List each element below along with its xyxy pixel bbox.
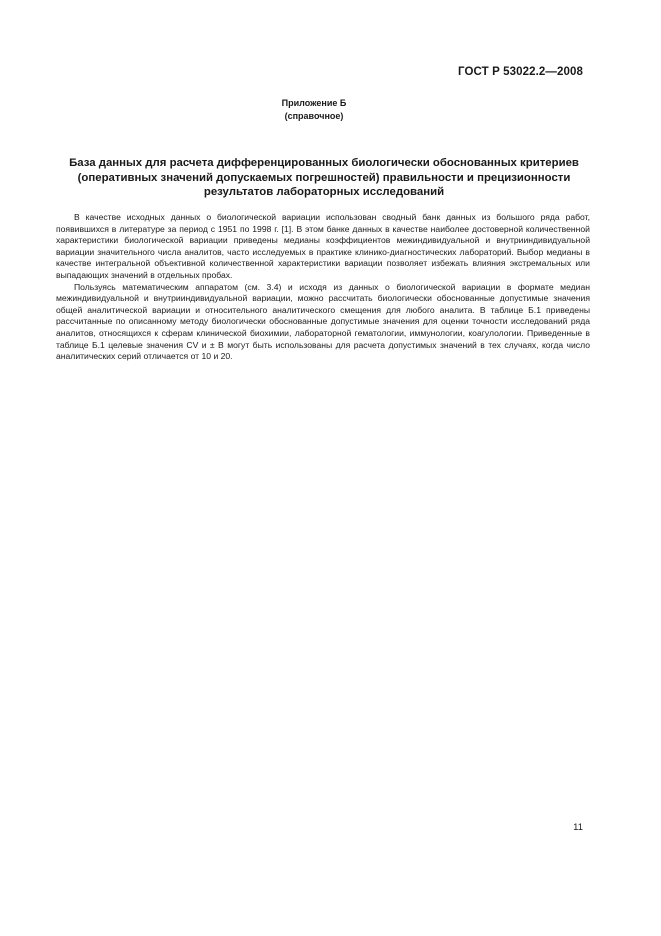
body-paragraph-1: В качестве исходных данных о биологической вариации использован сводный банк данных из большого ряда работ, появившихся в литературе за период с 1951 по 1998 г. [1]. В этом банке данных в качестве наиболее достоверной количественной характеристики биологической вариации приведены медианы коэффициентов межиндивидуальной и внутрииндивидуальной вариации значительного числа аналитов, часто исследуемых в практике клинико-диагностических лабораторий. Выбор медианы в качестве интегральной объективной количественной характеристики вариации позволяет избежать влияния экстремальных или выпадающих значений в отдельных пробах. <box>56 212 590 280</box>
body-paragraph-2: Пользуясь математическим аппаратом (см. 3.4) и исходя из данных о биологической вариации в формате медиан межиндивидуальной и внутрииндивидуальной вариации, можно рассчитать биологически обоснованные допустимые значения общей аналитической вариации и относительного аналитического смещения для любого аналита. В таблице Б.1 приведены рассчитанные по описанному методу биологически обоснованные допустимые значения для оценки точности исследований ряда аналитов, относящихся к сферам клинической биохимии, лабораторной гематологии, иммунологии, коагулологии. Приведенные в таблице Б.1 целевые значения CV и ± B могут быть использованы для расчета допустимых значений в тех случаях, когда число аналитических серий отличается от 10 и 20. <box>56 281 590 362</box>
appendix-kind: (справочное) <box>284 111 344 121</box>
title-line-2: (оперативных значений допускаемых погрешностей) правильности и прецизионности <box>77 171 571 184</box>
title-line-3: результатов лабораторных исследований <box>203 186 445 198</box>
section-title <box>54 156 594 200</box>
title-line-1: База данных для расчета дифференцированных биологически обоснованных критериев <box>69 157 579 169</box>
appendix-label: Приложение Б <box>281 98 347 108</box>
page-number: 11 <box>573 822 583 833</box>
document-code: ГОСТ Р 53022.2—2008 <box>458 66 583 78</box>
appendix-heading <box>0 97 628 123</box>
body-text <box>56 212 590 363</box>
